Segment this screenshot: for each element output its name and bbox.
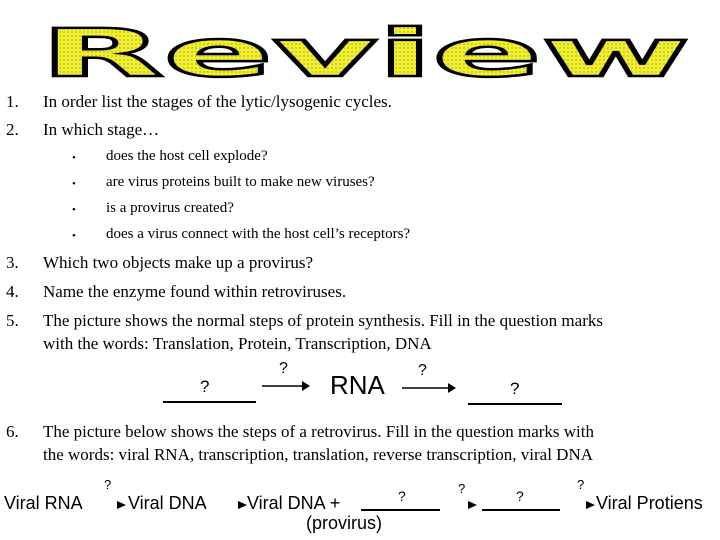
question-5-number: 5. (6, 311, 19, 330)
diagram2-blank-q: ? (398, 488, 406, 504)
diagram2-q1: ? (104, 477, 112, 492)
diagram1-blank1-line (163, 401, 256, 403)
arrow-right-icon (262, 380, 310, 392)
question-6-text-line2: the words: viral RNA, transcription, translation, reverse transcription, viral DNA (43, 445, 594, 464)
diagram2-q5: ? (577, 477, 585, 492)
question-5-text-line1: The picture shows the normal steps of protein synthesis. Fill in the question marks (43, 311, 603, 330)
diagram1-arrow2-q: ? (418, 362, 427, 379)
question-3-number: 3. (6, 253, 19, 272)
diagram2-blank-line-2 (482, 509, 560, 511)
review-title (30, 18, 700, 88)
bullet-item-2: are virus proteins built to make new viruses? (106, 174, 375, 190)
title-text: Review (40, 18, 690, 88)
bullet-item-4: does a virus connect with the host cell’s receptors? (106, 226, 411, 242)
bullet-marker: • (72, 152, 76, 164)
question-4-text: Name the enzyme found within retroviruses. (43, 282, 347, 301)
arrow-right-icon (586, 500, 596, 510)
diagram2-blank-line (361, 509, 440, 511)
diagram1-blank2-line (468, 403, 562, 405)
arrow-right-icon (117, 500, 127, 510)
diagram2-q3: ? (458, 481, 466, 496)
bullet-marker: • (72, 230, 76, 242)
diagram2-viral-dna: Viral DNA (128, 493, 207, 513)
diagram1-center-rna: RNA (330, 370, 385, 400)
diagram2-viral-protiens: Viral Protiens (596, 493, 703, 513)
arrow-right-icon (402, 382, 456, 394)
diagram1-blank2-q: ? (510, 379, 520, 398)
question-3-text: Which two objects make up a provirus? (43, 253, 314, 272)
question-6-number: 6. (6, 422, 19, 441)
question-2-text: In which stage… (43, 120, 160, 139)
diagram2-provirus: (provirus) (306, 513, 383, 533)
question-6-text-line1: The picture below shows the steps of a retrovirus. Fill in the question marks with (43, 422, 594, 441)
question-1-number: 1. (6, 92, 19, 111)
bullet-item-1: does the host cell explode? (106, 148, 268, 164)
question-5-text-line2: with the words: Translation, Protein, Transcription, DNA (43, 334, 432, 353)
arrow-right-icon (468, 500, 478, 510)
bullet-item-3: is a provirus created? (106, 200, 234, 216)
diagram1-blank1-q: ? (200, 377, 210, 396)
question-4-number: 4. (6, 282, 19, 301)
diagram2-viral-rna: Viral RNA (4, 493, 83, 513)
diagram2-q4: ? (516, 488, 524, 504)
bullet-marker: • (72, 178, 76, 190)
question-1-text: In order list the stages of the lytic/lysogenic cycles. (43, 92, 392, 111)
bullet-marker: • (72, 204, 76, 216)
diagram2-viral-dna-plus: Viral DNA + (247, 493, 341, 513)
diagram1-arrow1-q: ? (279, 360, 288, 377)
question-2-number: 2. (6, 120, 19, 139)
